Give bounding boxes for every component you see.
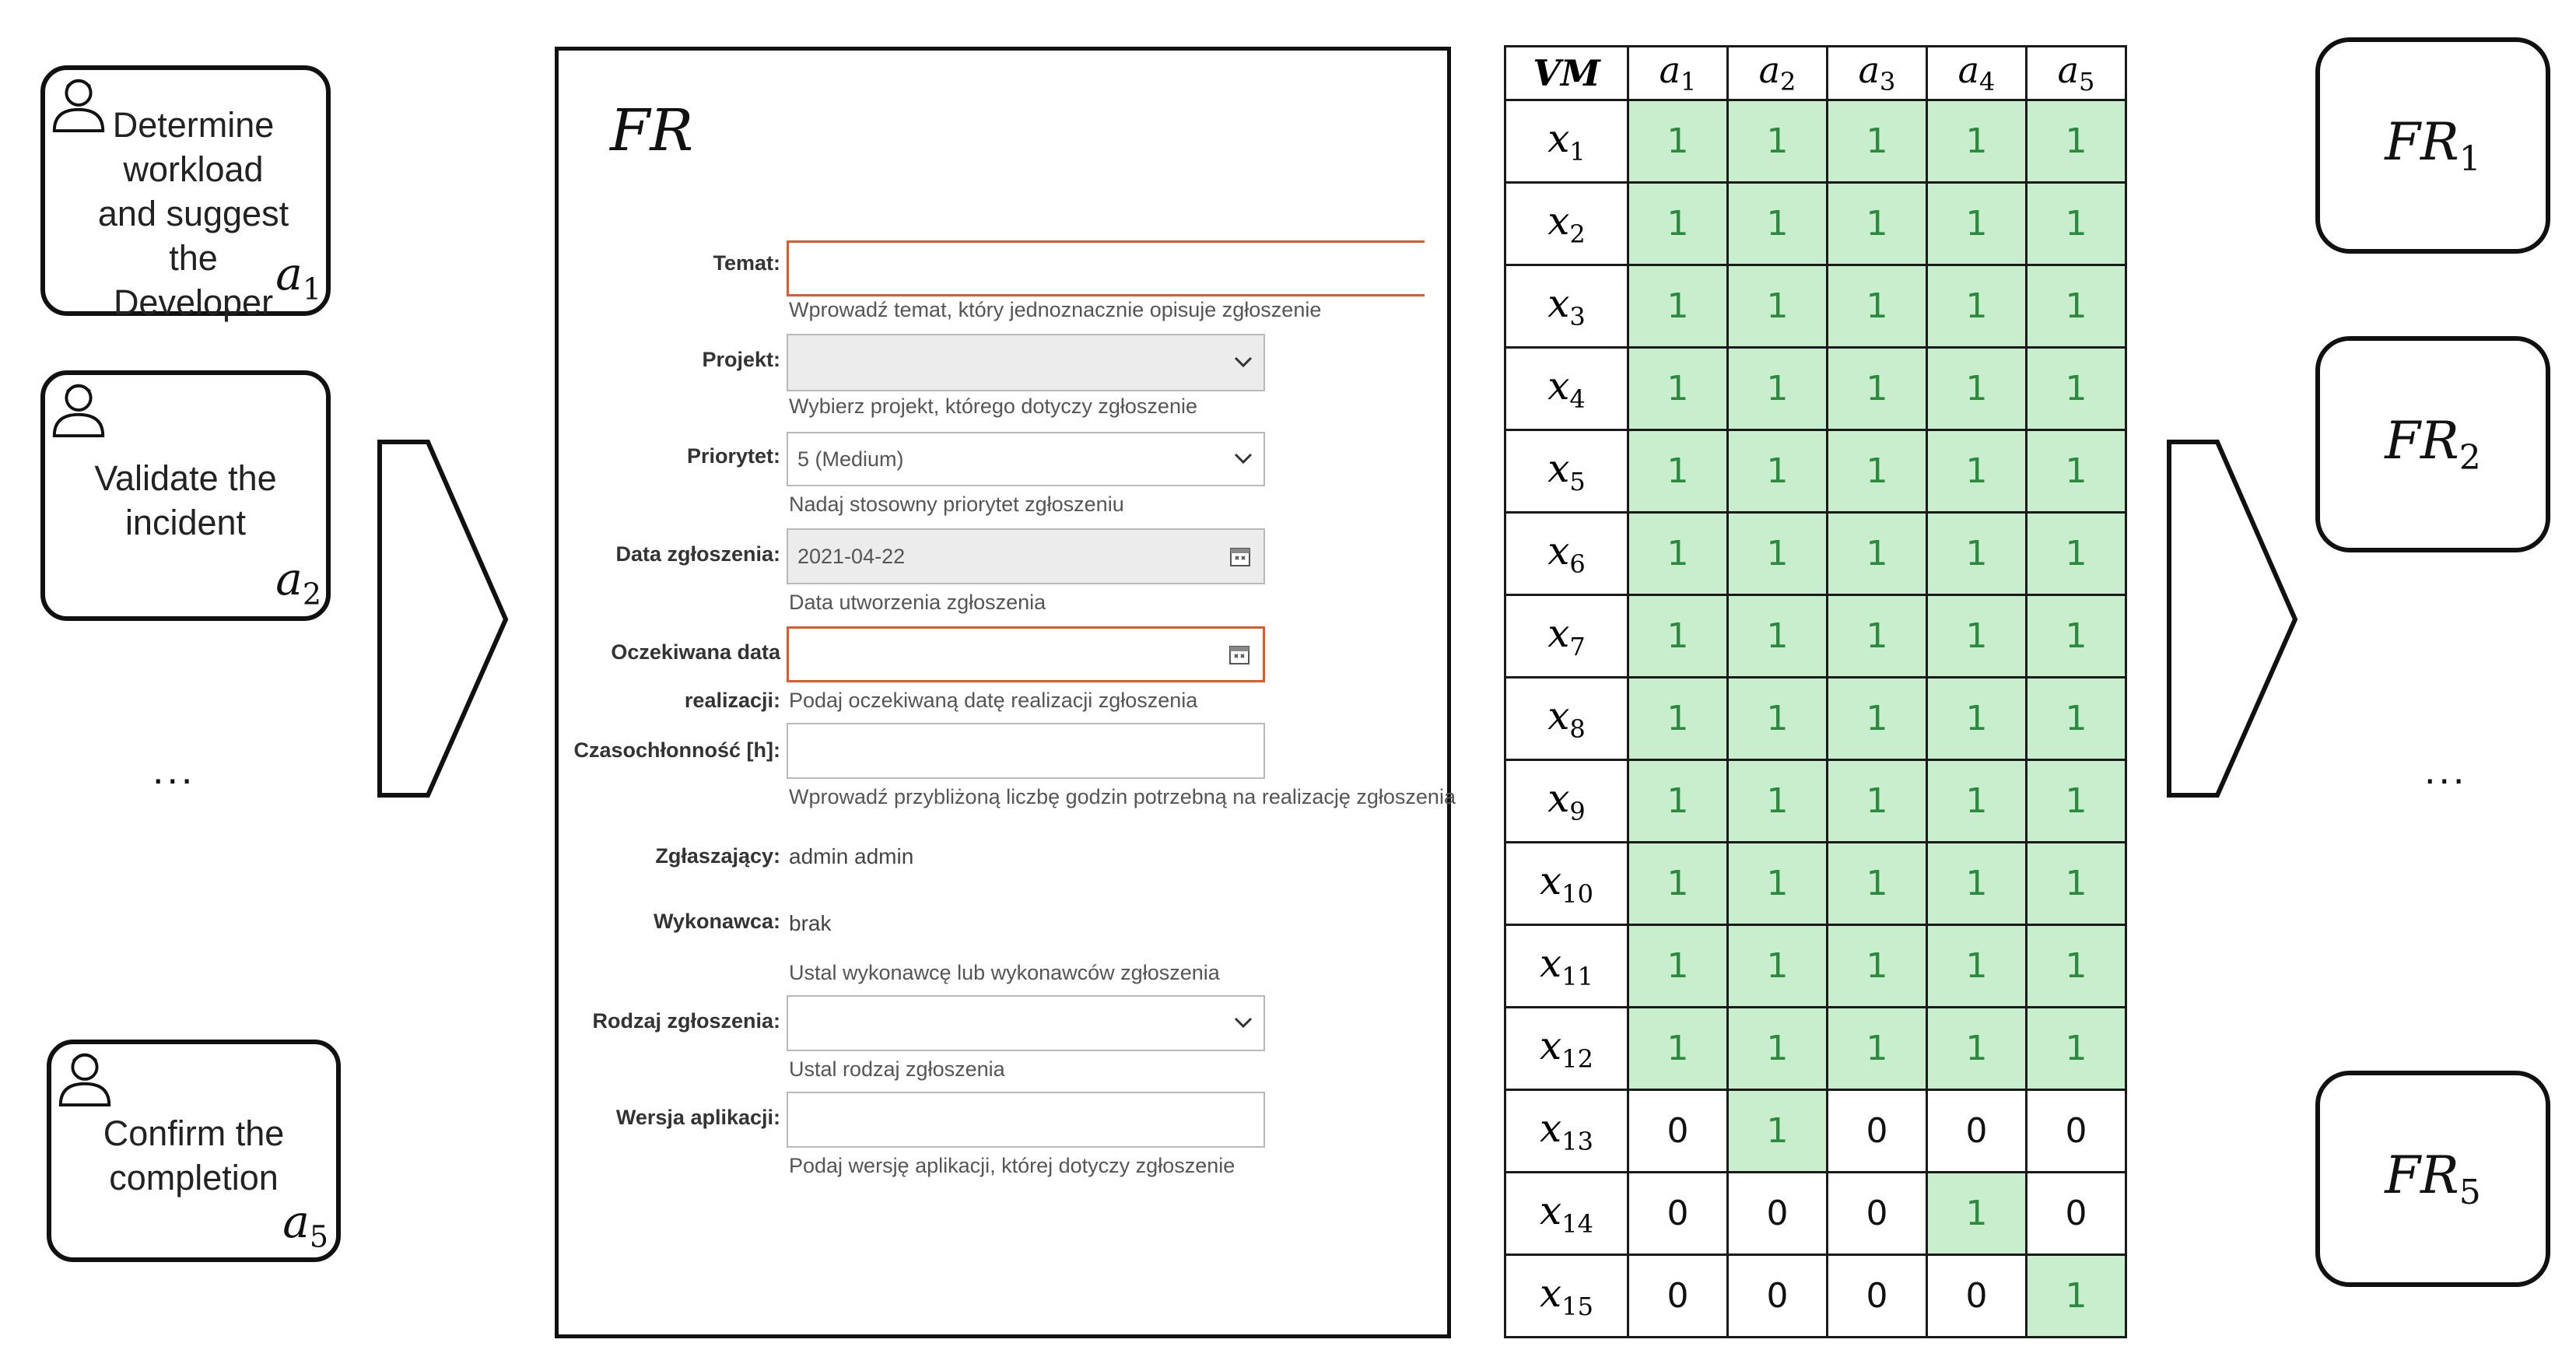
- matrix-cell: 1: [1728, 513, 1828, 595]
- matrix-row-header: $x_{13}$: [1505, 1090, 1628, 1173]
- matrix-row-header: $x_5$: [1505, 430, 1628, 513]
- matrix-row: [1505, 100, 2126, 183]
- matrix-cell: 1: [1628, 760, 1728, 843]
- matrix-cell: 1: [1828, 265, 1927, 348]
- user-icon: [48, 378, 109, 439]
- matrix-cell: 0: [1927, 1090, 2027, 1173]
- rodzaj-select[interactable]: [787, 995, 1265, 1051]
- matrix-cell: 1: [1728, 925, 1828, 1008]
- matrix-cell: 1: [1628, 100, 1728, 183]
- matrix-cell: 1: [1728, 348, 1828, 430]
- matrix-cell: 1: [1728, 595, 1828, 678]
- matrix-cell: 1: [1728, 100, 1828, 183]
- task-label: Validate the incident: [94, 458, 277, 542]
- matrix-row-header: $x_9$: [1505, 760, 1628, 843]
- rodzaj-label: Rodzaj zgłoszenia:: [592, 1009, 780, 1033]
- matrix-row-header: $x_{15}$: [1505, 1255, 1628, 1338]
- matrix-row-header: $x_7$: [1505, 595, 1628, 678]
- wykonawca-hint[interactable]: Ustal wykonawcę lub wykonawców zgłoszenia: [789, 961, 1220, 984]
- czas-input[interactable]: [787, 723, 1265, 779]
- matrix-col-header: $a_4$: [1927, 47, 2027, 100]
- data-hint: Data utworzenia zgłoszenia: [789, 591, 1046, 614]
- data-input[interactable]: [787, 528, 1265, 584]
- matrix-cell: 1: [1828, 100, 1927, 183]
- wersja-hint: Podaj wersję aplikacji, której dotyczy zgłoszenie: [789, 1154, 1235, 1177]
- matrix-row-header: $x_1$: [1505, 100, 1628, 183]
- fr-box-1[interactable]: [2315, 37, 2550, 254]
- ellipsis-left: ...: [152, 748, 196, 793]
- oczekiwana-hint: Podaj oczekiwaną datę realizacji zgłoszenia: [789, 689, 1198, 712]
- zglaszajacy-value: admin admin: [789, 844, 914, 868]
- matrix-row: [1505, 595, 2126, 678]
- matrix-col-header: $a_5$: [2027, 47, 2126, 100]
- matrix-row: [1505, 183, 2126, 265]
- task-validate-incident[interactable]: [40, 370, 331, 621]
- fr-box-2[interactable]: [2315, 336, 2550, 552]
- matrix-cell: 1: [1628, 430, 1728, 513]
- matrix-row-header: $x_{14}$: [1505, 1173, 1628, 1255]
- matrix-cell: 1: [1628, 513, 1728, 595]
- matrix-cell: 1: [1828, 595, 1927, 678]
- matrix-cell: 1: [2027, 843, 2126, 925]
- matrix-cell: 1: [1628, 265, 1728, 348]
- chevron-down-icon: [1234, 1017, 1253, 1028]
- matrix-cell: 1: [1927, 925, 2027, 1008]
- matrix-cell: 1: [1927, 843, 2027, 925]
- czas-hint: Wprowadź przybliżoną liczbę godzin potrzebną na realizację zgłoszenia: [789, 785, 1456, 808]
- matrix-row: [1505, 513, 2126, 595]
- matrix-cell: 1: [1828, 1008, 1927, 1090]
- matrix-row: [1505, 925, 2126, 1008]
- matrix-cell: 0: [1628, 1255, 1728, 1338]
- matrix-cell: 1: [1628, 183, 1728, 265]
- matrix-row: [1505, 843, 2126, 925]
- matrix-corner-label: VM: [1505, 47, 1628, 100]
- wersja-input[interactable]: [787, 1092, 1265, 1148]
- matrix-cell: 1: [1728, 678, 1828, 760]
- matrix-cell: 0: [1728, 1173, 1828, 1255]
- matrix-row-header: $x_3$: [1505, 265, 1628, 348]
- matrix-cell: 1: [1828, 430, 1927, 513]
- fr-box-label: $FR_5$: [2385, 1145, 2481, 1213]
- matrix-row: [1505, 678, 2126, 760]
- wykonawca-label: Wykonawca:: [653, 910, 780, 933]
- matrix-cell: 1: [2027, 513, 2126, 595]
- matrix-cell: 0: [1927, 1255, 2027, 1338]
- temat-input[interactable]: [787, 240, 1425, 296]
- matrix-cell: 1: [1628, 678, 1728, 760]
- calendar-icon[interactable]: [1228, 643, 1250, 665]
- matrix-cell: 1: [1628, 925, 1728, 1008]
- matrix-cell: 1: [1728, 265, 1828, 348]
- arrow-left-chevron: [373, 436, 513, 801]
- matrix-row: [1505, 1173, 2126, 1255]
- chevron-down-icon: [1234, 453, 1253, 464]
- matrix-row: [1505, 430, 2126, 513]
- matrix-cell: 1: [2027, 1255, 2126, 1338]
- matrix-row-header: $x_{11}$: [1505, 925, 1628, 1008]
- matrix-row-header: $x_{12}$: [1505, 1008, 1628, 1090]
- temat-label: Temat:: [713, 251, 780, 275]
- matrix-cell: 1: [1628, 595, 1728, 678]
- task-label: Determine workload and suggest the Developer: [97, 105, 289, 322]
- czas-label: Czasochłonność [h]:: [573, 738, 780, 762]
- projekt-select[interactable]: [787, 334, 1265, 391]
- matrix-cell: 0: [1828, 1090, 1927, 1173]
- matrix-cell: 1: [1728, 843, 1828, 925]
- matrix-cell: 1: [1828, 760, 1927, 843]
- wersja-label: Wersja aplikacji:: [615, 1106, 780, 1129]
- matrix-row-header: $x_2$: [1505, 183, 1628, 265]
- matrix-cell: 1: [1927, 760, 2027, 843]
- projekt-label: Projekt:: [702, 348, 780, 371]
- matrix-cell: 1: [1927, 1008, 2027, 1090]
- matrix-cell: 1: [1728, 183, 1828, 265]
- priorytet-select[interactable]: [787, 432, 1265, 486]
- matrix-cell: 1: [1828, 843, 1927, 925]
- task-label: Confirm the completion: [103, 1113, 285, 1197]
- matrix-cell: 1: [1828, 513, 1927, 595]
- fr-box-label: $FR_1$: [2385, 111, 2481, 180]
- matrix-cell: 1: [2027, 1008, 2126, 1090]
- matrix-cell: 1: [1927, 265, 2027, 348]
- matrix-cell: 1: [1927, 183, 2027, 265]
- matrix-cell: 1: [2027, 925, 2126, 1008]
- matrix-cell: 0: [1628, 1090, 1728, 1173]
- task-activity-label: $a_5$: [282, 1195, 328, 1254]
- temat-hint: Wprowadź temat, który jednoznacznie opisuje zgłoszenie: [789, 298, 1322, 321]
- oczekiwana-label-line1: Oczekiwana data: [611, 640, 780, 664]
- matrix-cell: 1: [2027, 595, 2126, 678]
- matrix-row: [1505, 1008, 2126, 1090]
- matrix-row-header: $x_6$: [1505, 513, 1628, 595]
- matrix-cell: 1: [1628, 843, 1728, 925]
- matrix-cell: 1: [1728, 1090, 1828, 1173]
- task-activity-label: $a_2$: [275, 552, 321, 612]
- data-value: 2021-04-22: [797, 544, 906, 568]
- task-determine-workload[interactable]: [40, 65, 331, 322]
- matrix-cell: 1: [1927, 100, 2027, 183]
- matrix-cell: 0: [1828, 1173, 1927, 1255]
- matrix-cell: 1: [2027, 100, 2126, 183]
- matrix-cell: 1: [1828, 925, 1927, 1008]
- matrix-cell: 1: [1728, 1008, 1828, 1090]
- matrix-cell: 0: [2027, 1090, 2126, 1173]
- form-title: FR: [610, 97, 694, 164]
- matrix-row: [1505, 1255, 2126, 1338]
- chevron-down-icon: [1234, 356, 1253, 367]
- matrix-row-header: $x_8$: [1505, 678, 1628, 760]
- matrix-row: [1505, 760, 2126, 843]
- matrix-cell: 0: [1628, 1173, 1728, 1255]
- matrix-cell: 1: [1927, 595, 2027, 678]
- matrix-col-header: $a_3$: [1828, 47, 1927, 100]
- priorytet-value: 5 (Medium): [797, 447, 904, 471]
- matrix-cell: 1: [1927, 678, 2027, 760]
- matrix-cell: 1: [2027, 265, 2126, 348]
- matrix-cell: 0: [1728, 1255, 1828, 1338]
- data-label: Data zgłoszenia:: [615, 542, 780, 566]
- matrix-cell: 1: [1628, 348, 1728, 430]
- matrix-cell: 1: [1927, 1173, 2027, 1255]
- matrix-row-header: $x_4$: [1505, 348, 1628, 430]
- matrix-col-header: $a_2$: [1728, 47, 1828, 100]
- matrix-row: [1505, 348, 2126, 430]
- matrix-cell: 1: [1828, 183, 1927, 265]
- rodzaj-hint: Ustal rodzaj zgłoszenia: [789, 1057, 1005, 1081]
- matrix-cell: 0: [1828, 1255, 1927, 1338]
- matrix-row: [1505, 1090, 2126, 1173]
- matrix-cell: 1: [1927, 513, 2027, 595]
- oczekiwana-label-line2: realizacji:: [684, 689, 780, 712]
- matrix-cell: 1: [1927, 348, 2027, 430]
- projekt-hint: Wybierz projekt, którego dotyczy zgłoszenie: [789, 394, 1197, 418]
- task-activity-label: $a_1$: [275, 247, 321, 307]
- matrix-cell: 1: [2027, 348, 2126, 430]
- matrix-cell: 1: [2027, 183, 2126, 265]
- fr-box-5[interactable]: [2315, 1071, 2550, 1287]
- oczekiwana-input[interactable]: [787, 626, 1265, 682]
- task-confirm-completion[interactable]: [47, 1040, 341, 1262]
- priorytet-label: Priorytet:: [686, 444, 780, 468]
- matrix-cell: 1: [1728, 760, 1828, 843]
- calendar-icon[interactable]: [1229, 545, 1251, 567]
- matrix-row: [1505, 265, 2126, 348]
- matrix-cell: 1: [1927, 430, 2027, 513]
- matrix-cell: 1: [2027, 760, 2126, 843]
- value-matrix: [1504, 45, 2127, 1338]
- matrix-cell: 1: [1828, 348, 1927, 430]
- arrow-right-chevron: [2163, 436, 2303, 801]
- form-frame: [555, 47, 1456, 1338]
- wykonawca-value: brak: [789, 911, 832, 935]
- matrix-cell: 1: [1728, 430, 1828, 513]
- matrix-cell: 1: [2027, 430, 2126, 513]
- priorytet-hint: Nadaj stosowny priorytet zgłoszeniu: [789, 493, 1124, 516]
- matrix-header-row: [1505, 47, 2126, 100]
- ellipsis-right: ...: [2424, 748, 2468, 793]
- matrix-cell: 1: [1828, 678, 1927, 760]
- matrix-row-header: $x_{10}$: [1505, 843, 1628, 925]
- fr-box-label: $FR_2$: [2385, 410, 2481, 479]
- zglaszajacy-label: Zgłaszający:: [655, 844, 780, 868]
- matrix-cell: 0: [2027, 1173, 2126, 1255]
- matrix-cell: 1: [1628, 1008, 1728, 1090]
- matrix-cell: 1: [2027, 678, 2126, 760]
- user-icon: [54, 1047, 115, 1108]
- matrix-col-header: $a_1$: [1628, 47, 1728, 100]
